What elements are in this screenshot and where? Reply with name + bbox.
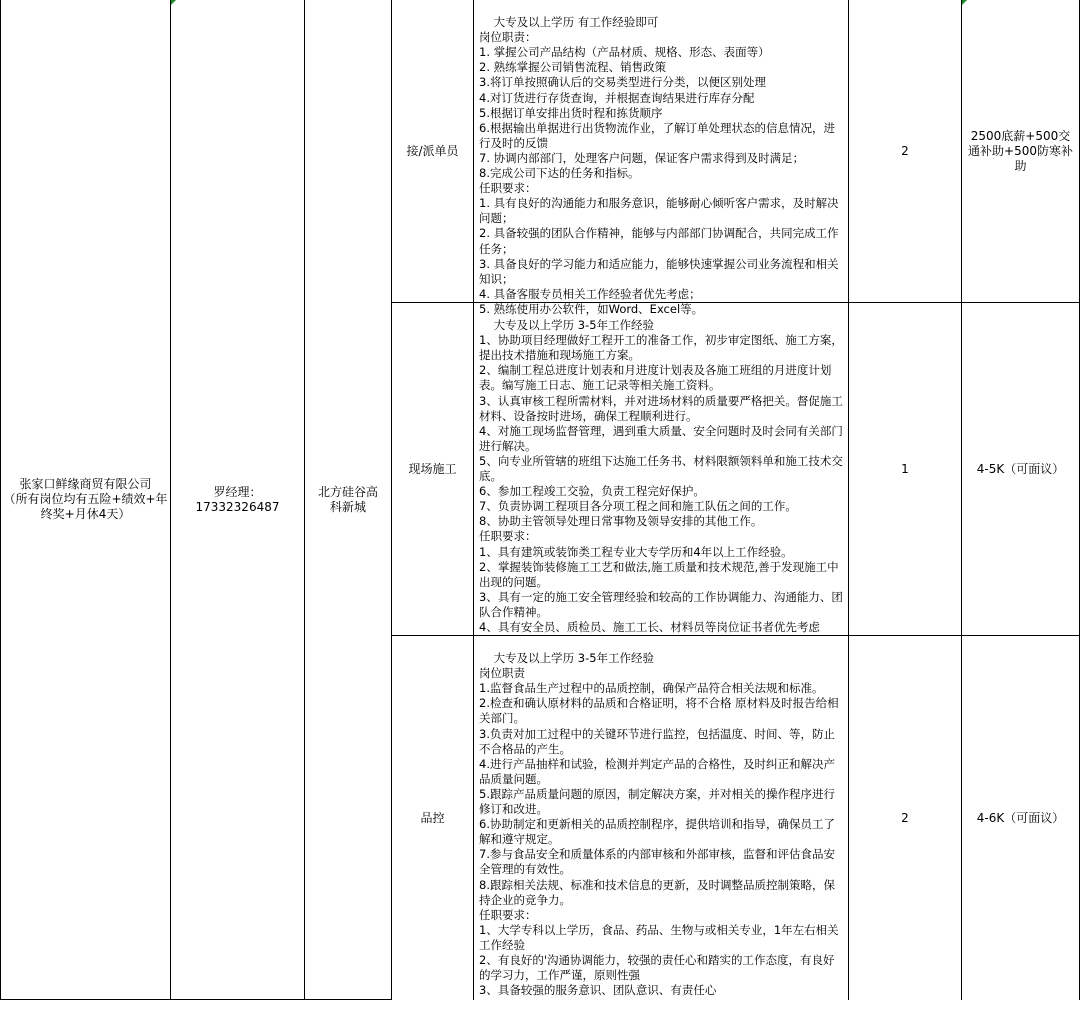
job-count-cell	[849, 303, 962, 636]
job-count: 2	[901, 143, 909, 158]
job-description-cell	[474, 0, 849, 316]
location-text: 北方硅谷高科新城	[317, 484, 378, 514]
job-title: 品控	[420, 810, 445, 825]
job-title: 接/派单员	[406, 143, 459, 158]
cell-marker-icon	[171, 0, 176, 5]
job-title-cell	[392, 303, 474, 636]
job-description: 大专及以上学历 3-5年工作经验 岗位职责 1.监督食品生产过程中的品质控制，确保产品符合相关法规和标准。 2.检查和确认原材料的品质和合格证明，将不合格 原材料及时报告给相关部门。 3.负责对加工过程中的关键环节进行监控，包括温度、时间、等，防止不合格品的产生。 4.进行产品抽样和试验，检测并判定产品的合格性，及时纠正和解决产品质量问题。 5.跟踪产品质量问题的原因，制定解决方案，并对相关的操作程序进行修订和改进。 6.协助制定和更新相关的品质控制程序，提供培训和指导，确保员工了解和遵守规定。 7.参与食品安全和质量体系的内部审核和外部审核，监督和评估食品安全管理的有效性。 8.跟踪相关法规、标准和技术信息的更新，及时调整品质控制策略，保持企业的竞争力。 任职要求： 1、大学专科以上学历，食品、药品、生物与或相关专业，1年左右相关工作经验 2、有良好的'沟通协调能力，较强的责任心和踏实的工作态度，有良好的学习力，工作严谨，原则性强 3、具备较强的服务意识、团队意识、有责任心	[479, 651, 839, 998]
job-salary-cell	[962, 303, 1080, 636]
job-salary: 2500底薪+500交通补助+500防寒补助	[968, 128, 1073, 173]
job-count-cell	[849, 636, 962, 1000]
job-description-cell	[474, 303, 849, 636]
location-cell	[305, 0, 392, 1000]
job-description-cell	[474, 636, 849, 1000]
company-benefits: （所有岗位均有五险+绩效+年终奖+月休4天）	[3, 492, 168, 521]
contact-text	[196, 485, 280, 515]
job-title-cell	[392, 636, 474, 1000]
job-description: 大专及以上学历 3-5年工作经验 1、协助项目经理做好工程开工的准备工作，初步审定图纸、施工方案，提出技术措施和现场施工方案。 2、编制工程总进度计划表和月进度计划表及各施工班组的月进度计划表。编写施工日志、施工记录等相关施工资料。 3、认真审核工程所需材料，并对进场材料的质量要严格把关。督促施工材料、设备按时进场，确保工程顺利进行。 4、对施工现场监督管理，遇到重大质量、安全问题时及时会同有关部门进行解决。 5、向专业所管辖的班组下达施工任务书、材料限额领料单和施工技术交底。 6、参加工程竣工交验，负责工程完好保护。 7、负责协调工程项目各分项工程之间和施工队伍之间的工作。 8、协助主管领导处理日常事物及领导安排的其他工作。 任职要求： 1、具有建筑或装饰类工程专业大专学历和4年以上工作经验。 2、掌握装饰装修施工工艺和做法,施工质量和技术规范,善于发现施工中出现的问题。 3、具有一定的施工安全管理经验和较高的工作协调能力、沟通能力、团队合作精神。 4、具有安全员、质检员、施工工长、材料员等岗位证书者优先考虑	[479, 318, 843, 634]
job-description: 大专及以上学历 有工作经验即可 岗位职责： 1. 掌握公司产品结构（产品材质、规格、形态、表面等） 2. 熟练掌握公司销售流程、销售政策 3.将订单按照确认后的交易类型进行分类，以便区别处理 4.对订货进行存货查询，并根据查询结果进行库存分配 5.根据订单安排出货时程和拣货顺序 6.根据输出单据进行出货物流作业，了解订单处理状态的信息情况，进行及时的反馈 7. 协调内部部门，处理客户问题，保证客户需求得到及时满足； 8.完成公司下达的任务和指标。 任职要求： 1. 具有良好的沟通能力和服务意识，能够耐心倾听客户需求，及时解决问题； 2. 具备较强的团队合作精神，能够与内部部门协调配合，共同完成工作任务； 3. 具备良好的学习能力和适应能力，能够快速掌握公司业务流程和相关知识； 4. 具备客服专员相关工作经验者优先考虑； 5. 熟练使用办公软件，如Word、Excel等。	[479, 15, 839, 316]
cell-marker-icon	[962, 0, 967, 5]
job-salary-cell	[962, 636, 1080, 1000]
job-salary: 4-6K（可面议）	[976, 810, 1065, 825]
company-text	[1, 477, 170, 522]
contact-name: 罗经理：	[213, 484, 262, 499]
job-salary-cell	[962, 0, 1080, 303]
job-count: 1	[901, 461, 909, 476]
job-title-cell	[392, 0, 474, 303]
job-count-cell	[849, 0, 962, 303]
contact-phone: 17332326487	[195, 499, 280, 514]
job-count: 2	[901, 810, 909, 825]
job-title: 现场施工	[408, 461, 457, 476]
job-salary: 4-5K（可面议）	[976, 461, 1065, 476]
company-name: 张家口鲜缘商贸有限公司	[19, 477, 152, 491]
contact-cell	[171, 0, 305, 1000]
company-cell	[0, 0, 171, 1000]
